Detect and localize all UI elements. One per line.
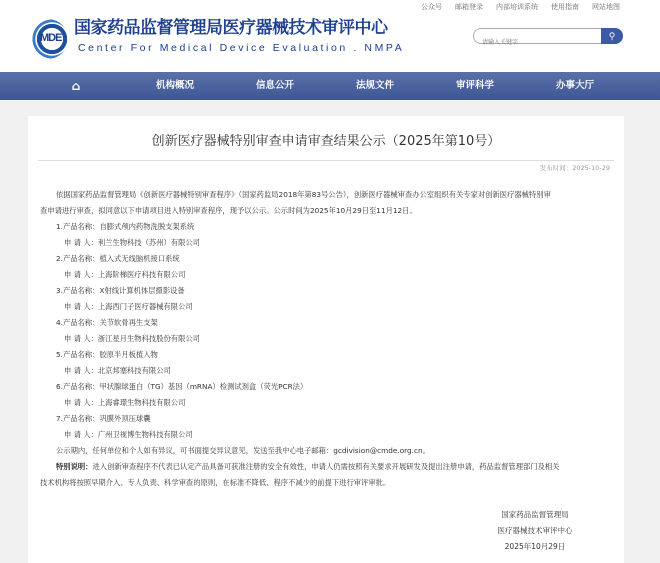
top-link-wechat[interactable]: 公众号 — [421, 3, 442, 11]
article-title: 创新医疗器械特别审查申请审查结果公示（2025年第10号） — [151, 134, 501, 149]
product-name: 1.产品名称：自膨式颅内药物洗脱支架系统 — [56, 222, 195, 231]
special-label: 特别说明： — [56, 462, 93, 471]
product-name: 7.产品名称：巩膜外顶压球囊 — [56, 414, 151, 423]
applicant-name: 申 请 人：上海睿璟生物科技有限公司 — [64, 398, 186, 407]
home-icon[interactable]: ⌂ — [71, 79, 81, 93]
product-name: 2.产品名称：植入式无线脑机接口系统 — [56, 254, 180, 263]
signature-agency: 国家药品监督管理局 — [501, 510, 569, 519]
product-name: 5.产品名称：胶原半月板植入物 — [56, 350, 158, 359]
top-link-training[interactable]: 内部培训系统 — [496, 3, 538, 11]
article-card — [28, 116, 624, 563]
objection-text: 公示期内，任何单位和个人如有异议，可书面提交异议意见，发送至我中心电子邮箱：gcdivision@cmde.org.cn。 — [56, 446, 430, 455]
divider — [38, 160, 614, 161]
search-button[interactable] — [601, 28, 623, 44]
product-name: 6.产品名称：甲状腺球蛋白（TG）基因（mRNA）检测试剂盒（荧光PCR法） — [56, 382, 308, 391]
nav-item-service[interactable]: 办事大厅 — [555, 80, 595, 91]
special-text: 技术机构将按照早期介入、专人负责、科学审查的原则，在标准不降低、程序不减少的前提下进行审评审批。 — [40, 478, 391, 487]
main-nav — [0, 72, 660, 100]
logo-text: MDE — [40, 32, 62, 44]
intro-text: 依据国家药品监督管理局《创新医疗器械特别审查程序》（国家药监局2018年第83号公告），创新医疗器械审查办公室组织有关专家对创新医疗器械特别审 — [56, 190, 551, 199]
signature-date: 2025年10月29日 — [504, 542, 566, 551]
publish-date: 发布时间：2025-10-29 — [539, 164, 610, 172]
intro-text: 查申请进行审查，拟同意以下申请项目进入特别审查程序，现予以公示。公示时间为2025年10月29日至11月12日。 — [40, 206, 417, 215]
site-header — [0, 0, 660, 72]
signature-center: 医疗器械技术审评中心 — [497, 526, 573, 535]
site-title-cn: 国家药品监督管理局医疗器械技术审评中心 — [74, 18, 388, 38]
top-links — [421, 3, 620, 12]
nav-item-info[interactable]: 信息公开 — [255, 80, 295, 91]
search-icon: ⚲ — [608, 31, 616, 41]
nav-item-about[interactable]: 机构概况 — [155, 80, 195, 91]
special-text: 进入创新审查程序不代表已认定产品具备可获准注册的安全有效性，申请人仍需按照有关要求开展研发及提出注册申请，药品监督管理部门及相关 — [92, 462, 560, 471]
product-name: 3.产品名称：X射线计算机体层摄影设备 — [56, 286, 185, 295]
top-link-guide[interactable]: 使用指南 — [551, 3, 579, 11]
applicant-name: 申 请 人：利兰生物科技（苏州）有限公司 — [64, 238, 200, 247]
nav-item-science[interactable]: 审评科学 — [455, 80, 495, 91]
special-note — [56, 462, 559, 472]
search-input[interactable] — [474, 36, 594, 50]
applicant-name: 申 请 人：广州卫视博生物科技有限公司 — [64, 430, 193, 439]
applicant-name: 申 请 人：上海阶梯医疗科技有限公司 — [64, 270, 186, 279]
applicant-name: 申 请 人：北京邦塞科技有限公司 — [64, 366, 171, 375]
top-link-mail[interactable]: 邮箱登录 — [455, 3, 483, 11]
applicant-name: 申 请 人：上海西门子医疗器械有限公司 — [64, 302, 193, 311]
logo[interactable] — [28, 19, 68, 59]
site-title-en: Center For Medical Device Evaluation . NMPA — [78, 42, 405, 54]
search-box — [473, 28, 623, 44]
applicant-name: 申 请 人：浙江星月生物科技股份有限公司 — [64, 334, 200, 343]
nav-item-regulations[interactable]: 法规文件 — [355, 80, 395, 91]
product-name: 4.产品名称：关节软骨再生支架 — [56, 318, 158, 327]
top-link-sitemap[interactable]: 网站地图 — [592, 3, 620, 11]
